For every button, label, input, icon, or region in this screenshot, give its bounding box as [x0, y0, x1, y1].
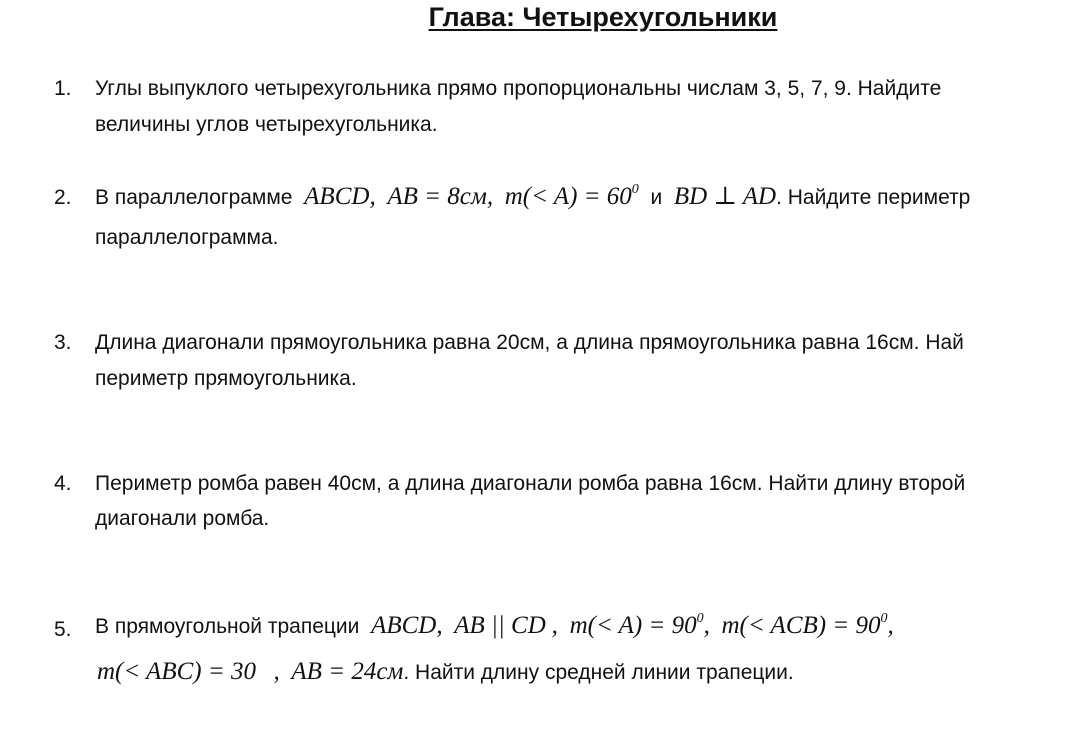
math-angle: m(< A) = 60 [504, 183, 632, 210]
problem-number: 2. [54, 186, 72, 209]
math-comma: , [486, 183, 494, 210]
problem-text: В параллелограмме [95, 186, 293, 209]
problem-text-line-2: диагонали ромба. [95, 507, 270, 530]
degree-superscript: 0 [631, 182, 639, 197]
problem-text: . Найти длину средней линии трапеции. [403, 661, 794, 684]
math-expression: ABCD [304, 183, 370, 210]
problem-text-line-2: величины углов четырехугольника. [95, 113, 438, 136]
problem-text-line-1 [95, 181, 970, 211]
math-expression: AB || CD [454, 612, 546, 639]
problem-text-line-2 [97, 658, 794, 686]
problem-text-line-1: Периметр ромба равен 40см, а длина диагонали ромба равна 16см. Найти длину второй [95, 472, 966, 495]
problem-text: и [650, 186, 663, 209]
math-expression: BD ⊥ AD [673, 183, 777, 210]
problem-text-line-1 [95, 612, 894, 640]
degree-superscript: 0 [696, 611, 704, 626]
problem-number: 4. [54, 472, 72, 495]
math-comma: , [703, 612, 710, 639]
math-expression: AB = 8см [387, 183, 487, 210]
problem-text: . Найдите периметр [776, 186, 971, 209]
math-angle: m(< A) = 90 [569, 612, 697, 639]
math-expression: AB = 24см [291, 658, 404, 685]
problem-text: В прямоугольной трапеции [95, 615, 360, 638]
degree-superscript: 0 [880, 611, 888, 626]
problem-text-line-2: параллелограмма. [95, 226, 279, 249]
math-expression [570, 612, 704, 639]
math-expression: ABCD [371, 612, 437, 639]
chapter-title: Глава: Четырехугольники [428, 2, 778, 32]
math-comma: , [273, 658, 280, 685]
math-angle: m(< ACB) = 90 [721, 612, 881, 639]
math-expression [505, 183, 639, 210]
math-comma: , [369, 183, 376, 210]
math-comma: , [436, 612, 443, 639]
problem-text-line-2: периметр прямоугольника. [95, 367, 357, 390]
problem-number: 3. [54, 331, 72, 354]
math-expression: m(< ABC) = 30 [97, 658, 256, 685]
problem-text-line-1: Углы выпуклого четырехугольника прямо пропорциональны числам 3, 5, 7, 9. Найдите [95, 77, 942, 100]
problem-text-line-1: Длина диагонали прямоугольника равна 20см, а длина прямоугольника равна 16см. Най [95, 331, 964, 354]
problem-number: 1. [54, 77, 72, 100]
problem-number: 5. [54, 618, 72, 641]
math-comma: , [551, 612, 558, 639]
math-expression [722, 612, 888, 639]
math-comma: , [887, 612, 894, 639]
